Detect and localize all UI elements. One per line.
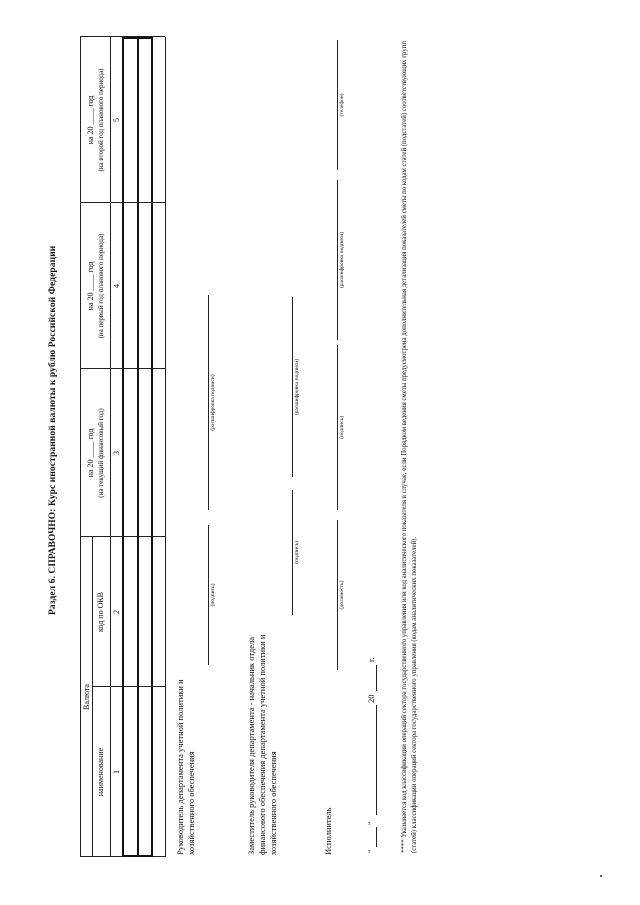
head-decode-line [208,295,209,510]
col-number-2: 2 [112,610,121,614]
col-number-4: 4 [112,284,121,288]
head-signature-line [208,525,209,665]
col-number-1: 1 [112,770,121,774]
footnote: **** Указывается код классификации операций сектора государственного управления или код аналитического показателя в случае, если Порядком ведения сметы предусмотрена дополнительная детализация показателей сметы по кодам статей (подстатей) соответствующих групп (статей) классификации операций сектора государственного управления (кодам аналитических показателей). [401,41,418,853]
deputy-decode-line [292,297,293,477]
header-name: наименование [96,747,105,797]
executor-signature-caption: (подпись) [339,416,345,439]
header-okv: код по ОКВ [96,591,105,633]
executor-phone-line [337,40,338,170]
data-bottom-thick [151,37,153,857]
executor-label: Исполнитель [323,807,333,855]
col-number-3: 3 [112,451,121,455]
header-currency: Валюта [82,684,91,710]
head-signature-caption: (подпись) [210,583,216,607]
executor-position-caption: (должность) [339,580,345,610]
data-right-thick [122,37,151,39]
executor-decode-line [337,180,338,340]
header-col5-line2: (на второй год планового периода) [97,68,105,172]
header-bottom-line [110,37,111,857]
executor-signature-line [337,345,338,510]
executor-decode-caption: (расшифровка подписи) [339,231,345,289]
executor-position-line [337,520,338,670]
data-left-thick [122,855,151,857]
date-year-suffix: г. [366,657,376,662]
section-title: Раздел 6. СПРАВОЧНО: Курс иностранной валюты к рублю Российской Федерации [48,245,58,615]
head-decode-caption: (расшифровка подписи) [210,374,216,431]
data-top-thick [122,37,124,857]
date-year-line [376,665,377,691]
header-col4-line2: (на первый год планового периода) [97,233,105,339]
date-quote-close: " [366,821,376,825]
deputy-label: Заместитель руководителя департамента - начальник отдела финансового обеспечения департамента учетной политики и хозяйственного обеспечения [246,634,278,855]
executor-phone-caption: (телефон) [339,93,345,117]
table-top-border [80,37,81,857]
data-middle-thick [137,37,139,857]
header-col5-line1: на 20 ____ год [86,95,95,145]
date-quote-open: " [366,849,376,853]
header-col3-line2: (на текущий финансовый год) [97,408,105,498]
date-day-line [376,827,377,847]
deputy-signature-line [292,490,293,615]
date-month-line [376,705,377,815]
deputy-signature-caption: (подпись) [294,541,300,564]
header-col4-line1: на 20 ____ год [86,261,95,311]
head-label: Руководитель департамента учетной политики и хозяйственного обеспечения [175,679,196,855]
group-header-line [92,537,93,857]
date-year-prefix: 20 [366,694,376,703]
table-bottom-border [165,37,166,857]
header-col3-line1: на 20 ____ год [86,428,95,478]
deputy-decode-caption: (расшифровка подписи) [294,358,300,416]
scan-dot [600,875,602,877]
col-number-5: 5 [112,118,121,122]
